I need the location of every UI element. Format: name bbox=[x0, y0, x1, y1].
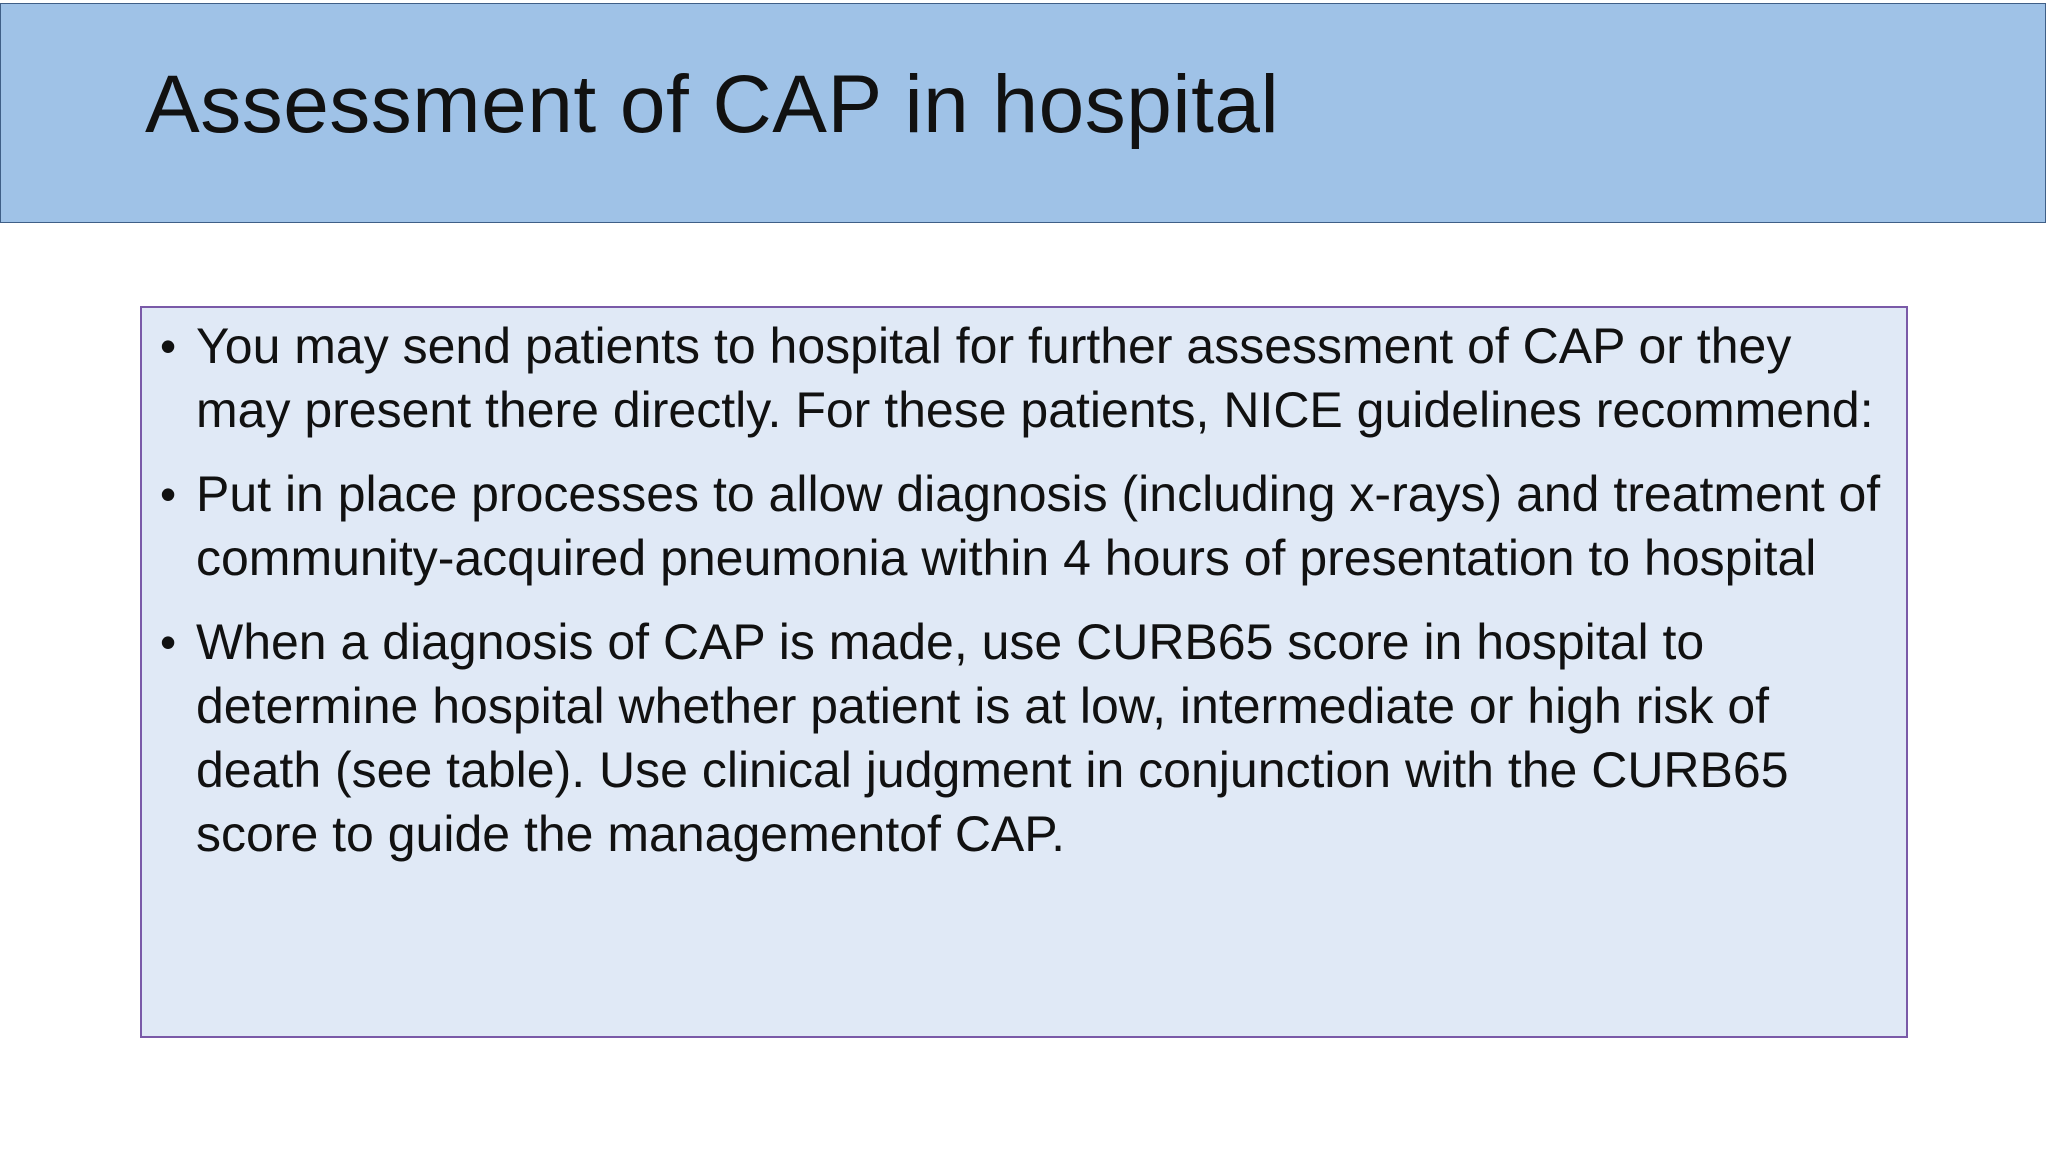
bullet-item bbox=[160, 314, 1888, 442]
bullet-item bbox=[160, 610, 1888, 866]
bullet-icon: • bbox=[160, 616, 177, 668]
bullet-icon: • bbox=[160, 468, 177, 520]
title-bar bbox=[0, 3, 2046, 223]
bullet-item bbox=[160, 462, 1888, 590]
slide-title: Assessment of CAP in hospital bbox=[145, 59, 1280, 150]
bullet-text: Put in place processes to allow diagnosis (including x-rays) and treatment of community-acquired pneumonia within 4 hours of presentation to hospital bbox=[196, 466, 1881, 586]
bullet-list bbox=[160, 314, 1888, 866]
content-box bbox=[140, 306, 1908, 1038]
bullet-icon: • bbox=[160, 320, 177, 372]
bullet-text: When a diagnosis of CAP is made, use CURB65 score in hospital to determine hospital whether patient is at low, intermediate or high risk of death (see table). Use clinical judgment in conjunction with the CURB65 score to guide the managementof CAP. bbox=[196, 614, 1789, 862]
bullet-text: You may send patients to hospital for further assessment of CAP or they may present there directly. For these patients, NICE guidelines recommend: bbox=[196, 318, 1874, 438]
